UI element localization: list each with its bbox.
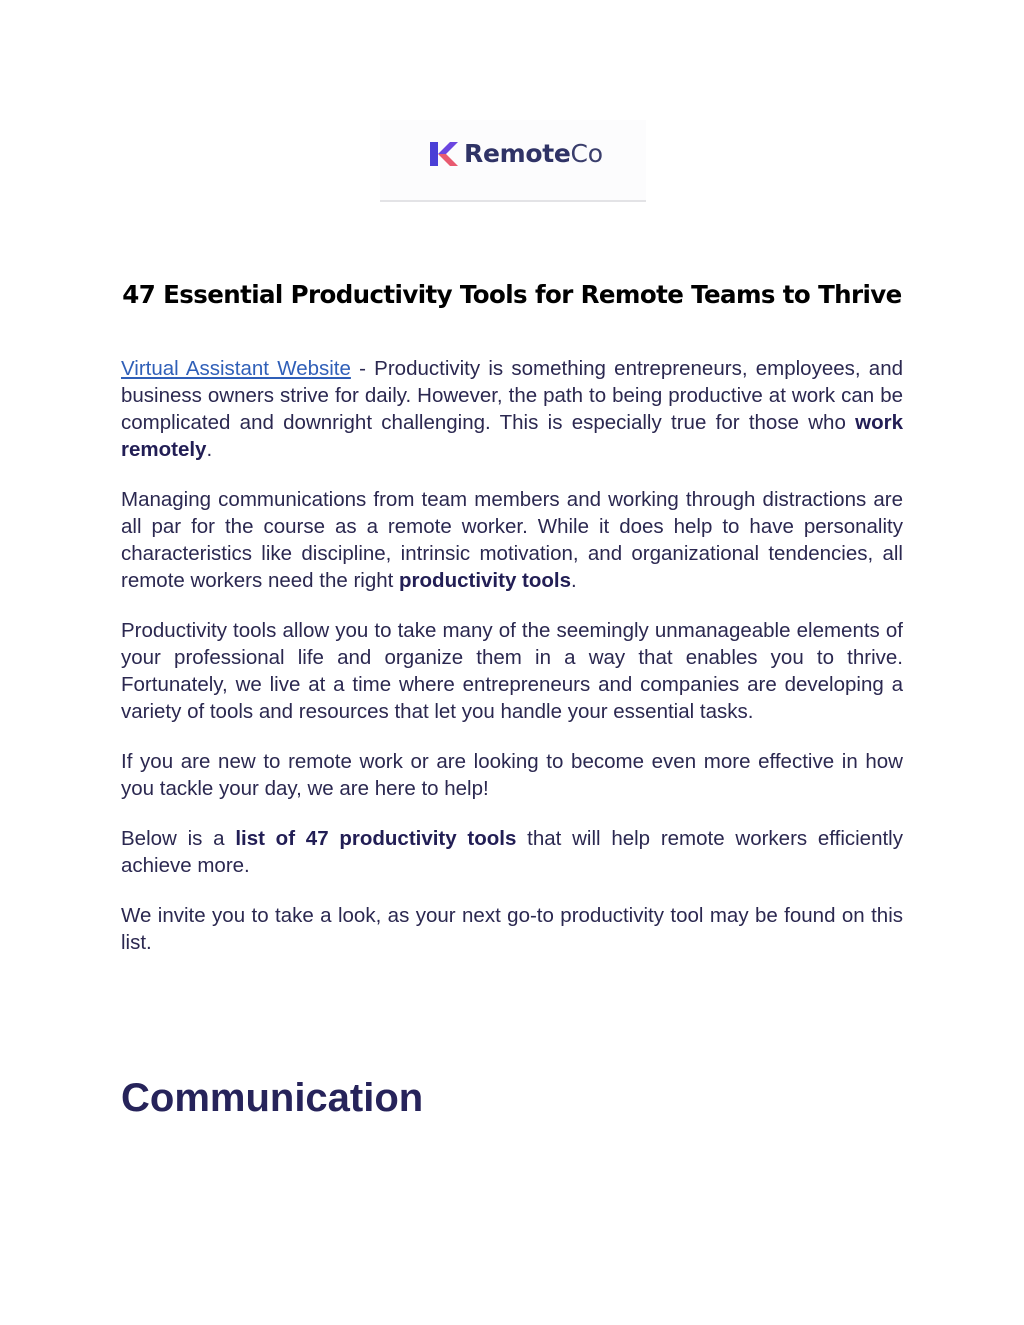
paragraph-invite: We invite you to take a look, as your next go-to productivity tool may be found on this list. bbox=[121, 904, 903, 954]
remoteco-logo-icon bbox=[430, 142, 458, 166]
section-heading-communication: Communication bbox=[121, 1076, 424, 1120]
logo-brand-suffix: Co bbox=[570, 139, 603, 168]
paragraph-intro bbox=[121, 355, 903, 463]
logo-wordmark bbox=[464, 139, 603, 168]
paragraph-list-intro-text: Below is a bbox=[121, 827, 236, 850]
paragraph-list-intro-bold: list of 47 productivity tools bbox=[235, 827, 517, 850]
paragraph-communications bbox=[121, 486, 903, 594]
paragraph-communications-text: Managing communications from team members and working through distractions are all par for the course as a remote worker. While it does help to have personality characteristics like discipline, intrinsic motivation, and organizational tendencies, all remote workers need the right bbox=[121, 488, 903, 592]
paragraph-communications-end: . bbox=[571, 569, 577, 592]
paragraph-communications-bold: productivity tools bbox=[399, 569, 572, 592]
paragraph-intro-end: . bbox=[206, 438, 213, 461]
paragraph-intro-text: - Productivity is something entrepreneurs, employees, and business owners strive for daily. However, the path to being productive at work can be complicated and downright challenging. This is especially true for those who bbox=[121, 357, 903, 434]
paragraph-list-intro bbox=[121, 825, 903, 879]
page-title: 47 Essential Productivity Tools for Remote Teams to Thrive bbox=[122, 280, 902, 310]
paragraph-new-remote: If you are new to remote work or are looking to become even more effective in how you tackle your day, we are here to help! bbox=[121, 750, 903, 800]
paragraph-tools: Productivity tools allow you to take many of the seemingly unmanageable elements of your professional life and organize them in a way that enables you to thrive. Fortunately, we live at a time where entrepreneurs and companies are developing a variety of tools and resources that let you handle your essential tasks. bbox=[121, 619, 903, 723]
virtual-assistant-link[interactable]: Virtual Assistant Website bbox=[121, 357, 351, 380]
article-body bbox=[121, 355, 903, 979]
paragraph-intro-bold: work remotely bbox=[121, 411, 903, 461]
paragraph-list-intro-end: that will help remote workers efficiently achieve more. bbox=[121, 827, 903, 877]
logo-brand-text: Remote bbox=[464, 139, 571, 168]
logo-banner bbox=[380, 120, 646, 202]
